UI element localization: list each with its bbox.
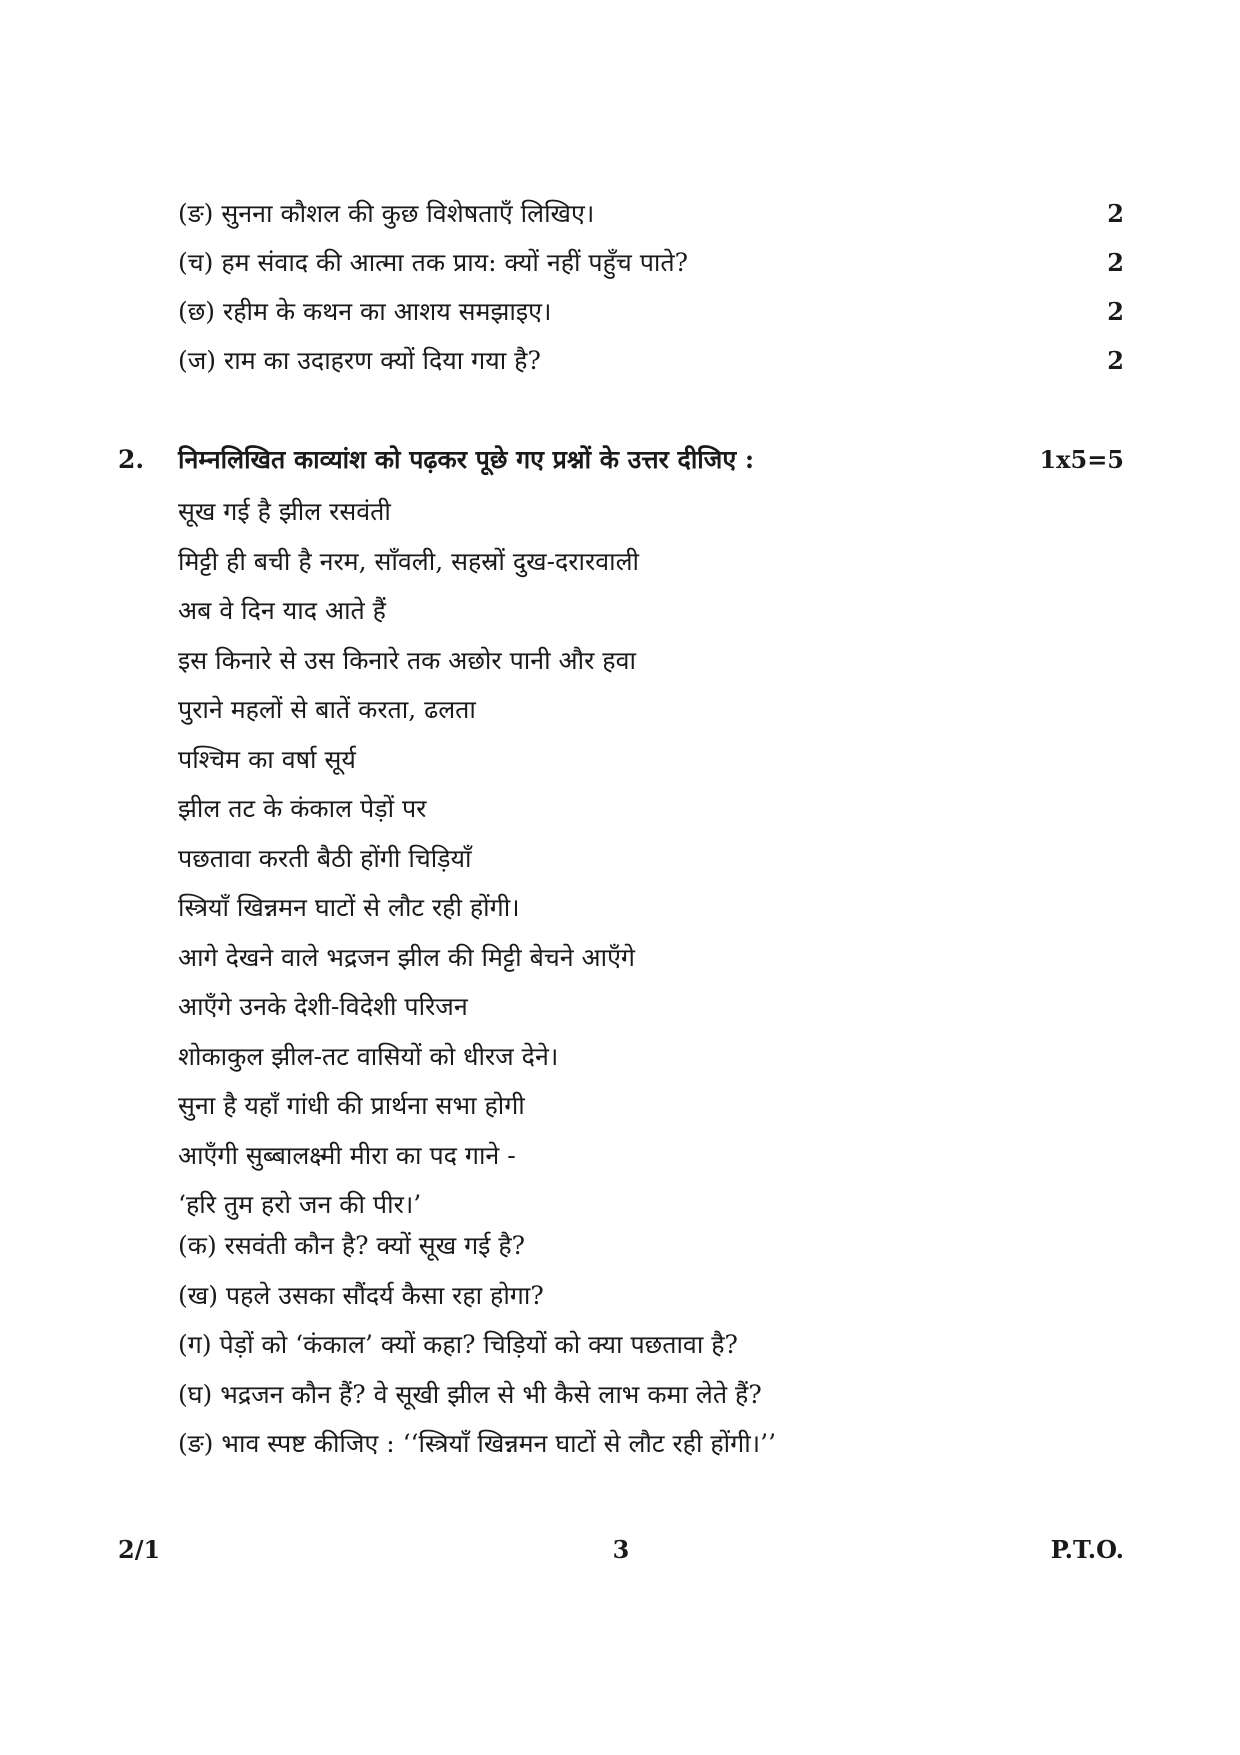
question-marks: 2	[1107, 297, 1124, 326]
question-number: 2.	[118, 445, 145, 474]
poem-line: पुराने महलों से बातें करता, ढलता	[178, 695, 476, 724]
poem-line: सुना है यहाँ गांधी की प्रार्थना सभा होगी	[178, 1091, 525, 1120]
poem-line: सूख गई है झील रसवंती	[178, 497, 391, 526]
question-row	[178, 294, 1124, 343]
question-total-marks: 1x5=5	[1039, 445, 1124, 474]
sub-questions-list	[178, 1228, 1124, 1476]
poem-line: पछतावा करती बैठी होंगी चिड़ियाँ	[178, 843, 472, 873]
sub-question: (ग) पेड़ों को ‘कंकाल’ क्यों कहा? चिड़ियों को क्या पछतावा है?	[178, 1330, 738, 1359]
poem-line: शोकाकुल झील-तट वासियों को धीरज देने।	[178, 1041, 559, 1071]
sub-question: (ख) पहले उसका सौंदर्य कैसा रहा होगा?	[178, 1280, 544, 1310]
poem-line: स्त्रियाँ खिन्नमन घाटों से लौट रही होंगी।	[178, 893, 520, 922]
poem-line: इस किनारे से उस किनारे तक अछोर पानी और हवा	[178, 645, 636, 675]
page-number: 3	[612, 1535, 630, 1564]
page-footer	[118, 1535, 1124, 1564]
question-marks: 2	[1107, 346, 1124, 375]
question-row	[178, 196, 1124, 245]
question-text: (छ) रहीम के कथन का आशय समझाइए।	[178, 297, 552, 326]
question-text: (च) हम संवाद की आत्मा तक प्राय: क्यों नहीं पहुँच पाते?	[178, 248, 689, 277]
sub-question: (घ) भद्रजन कौन हैं? वे सूखी झील से भी कैसे लाभ कमा लेते हैं?	[178, 1379, 762, 1409]
poem-line: मिट्टी ही बची है नरम, साँवली, सहस्रों दुख-दरारवाली	[178, 546, 640, 576]
sub-question: (क) रसवंती कौन है? क्यों सूख गई है?	[178, 1231, 526, 1260]
sub-question: (ङ) भाव स्पष्ट कीजिए : ‘‘स्त्रियाँ खिन्नमन घाटों से लौट रही होंगी।’’	[178, 1429, 777, 1458]
question-marks: 2	[1107, 199, 1124, 228]
poem-line: आएँगे उनके देशी-विदेशी परिजन	[178, 992, 468, 1021]
poem-line: झील तट के कंकाल पेड़ों पर	[178, 794, 427, 823]
poem-line: पश्चिम का वर्षा सूर्य	[178, 744, 356, 774]
question-text: (ज) राम का उदाहरण क्यों दिया गया है?	[178, 346, 541, 375]
please-turn-over: P.T.O.	[1050, 1535, 1124, 1564]
question-instruction: निम्नलिखित काव्यांश को पढ़कर पूछे गए प्रश्नों के उत्तर दीजिए :	[178, 445, 755, 474]
poem-line: आएँगी सुब्बालक्ष्मी मीरा का पद गाने -	[178, 1140, 516, 1170]
poem-line: ‘हरि तुम हरो जन की पीर।’	[178, 1190, 422, 1219]
question-row	[178, 245, 1124, 294]
paper-code: 2/1	[118, 1535, 161, 1564]
question-row	[178, 343, 1124, 392]
poem-line: आगे देखने वाले भद्रजन झील की मिट्टी बेचने आएँगे	[178, 942, 636, 972]
question-marks: 2	[1107, 248, 1124, 277]
previous-questions-list	[178, 196, 1124, 392]
question-text: (ङ) सुनना कौशल की कुछ विशेषताएँ लिखिए।	[178, 199, 595, 228]
question-2-header	[118, 442, 1124, 476]
poem-line: अब वे दिन याद आते हैं	[178, 596, 386, 625]
poem-excerpt	[178, 494, 1078, 1237]
